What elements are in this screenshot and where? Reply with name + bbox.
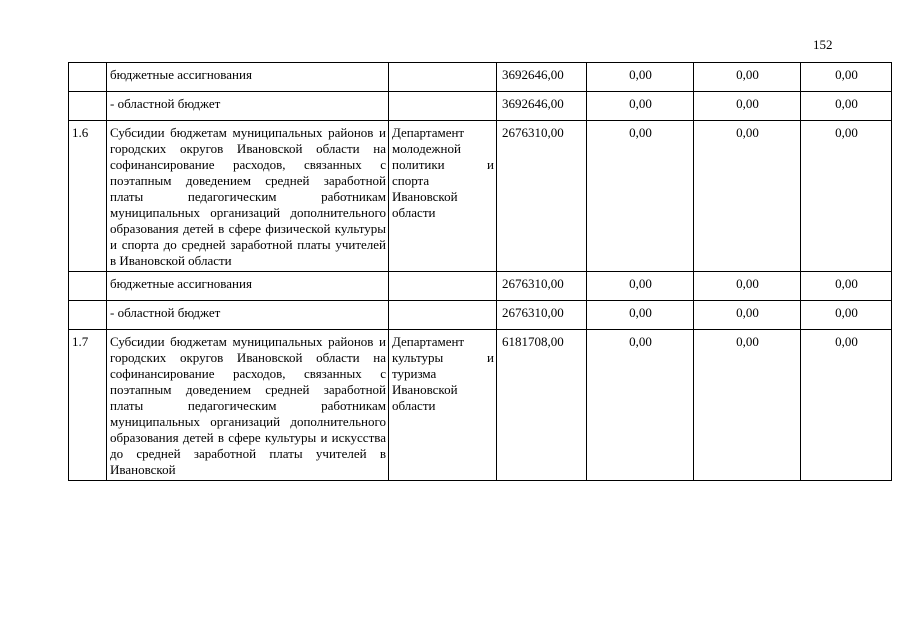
row-department: Департамент культуры и туризма Ивановской области [389, 330, 497, 481]
row-department [389, 63, 497, 92]
row-value-1: 0,00 [587, 63, 694, 92]
row-description: - областной бюджет [107, 301, 389, 330]
row-value-3: 0,00 [801, 301, 892, 330]
row-description: Субсидии бюджетам муниципальных районов и городских округов Ивановской области на софинансирование расходов, связанных с поэтапным доведением средней заработной платы педагогическим работникам муниципальных организаций дополнительного образования детей в сфере культуры и искусства до средней заработной платы учителей в Ивановской [107, 330, 389, 481]
row-value-2: 0,00 [694, 121, 801, 272]
row-value-3: 0,00 [801, 63, 892, 92]
row-value-3: 0,00 [801, 121, 892, 272]
row-description: бюджетные ассигнования [107, 272, 389, 301]
row-value-1: 0,00 [587, 272, 694, 301]
table-row [69, 63, 892, 92]
row-amount: 2676310,00 [497, 301, 587, 330]
row-description: Субсидии бюджетам муниципальных районов и городских округов Ивановской области на софинансирование расходов, связанных с поэтапным доведением средней заработной платы педагогическим работникам муниципальных организаций дополнительного образования детей в сфере физической культуры и спорта до средней заработной платы учителей в Ивановской области [107, 121, 389, 272]
row-department [389, 272, 497, 301]
row-department: Департамент молодежной политики и спорта Ивановской области [389, 121, 497, 272]
row-value-1: 0,00 [587, 301, 694, 330]
row-value-2: 0,00 [694, 301, 801, 330]
table-row [69, 272, 892, 301]
row-value-1: 0,00 [587, 92, 694, 121]
row-value-2: 0,00 [694, 92, 801, 121]
row-index [69, 63, 107, 92]
row-amount: 3692646,00 [497, 92, 587, 121]
row-amount: 2676310,00 [497, 121, 587, 272]
row-value-1: 0,00 [587, 330, 694, 481]
row-value-3: 0,00 [801, 92, 892, 121]
row-amount: 3692646,00 [497, 63, 587, 92]
row-amount: 6181708,00 [497, 330, 587, 481]
page-number: 152 [813, 37, 833, 52]
row-index: 1.7 [69, 330, 107, 481]
row-value-3: 0,00 [801, 330, 892, 481]
row-description: бюджетные ассигнования [107, 63, 389, 92]
row-value-2: 0,00 [694, 63, 801, 92]
budget-table [68, 62, 892, 481]
table-row [69, 92, 892, 121]
table-row [69, 121, 892, 272]
row-index [69, 272, 107, 301]
row-amount: 2676310,00 [497, 272, 587, 301]
row-index [69, 92, 107, 121]
row-department [389, 92, 497, 121]
row-value-2: 0,00 [694, 330, 801, 481]
row-index: 1.6 [69, 121, 107, 272]
row-description: - областной бюджет [107, 92, 389, 121]
table-row [69, 301, 892, 330]
table-row [69, 330, 892, 481]
row-value-3: 0,00 [801, 272, 892, 301]
row-value-2: 0,00 [694, 272, 801, 301]
row-index [69, 301, 107, 330]
row-value-1: 0,00 [587, 121, 694, 272]
row-department [389, 301, 497, 330]
